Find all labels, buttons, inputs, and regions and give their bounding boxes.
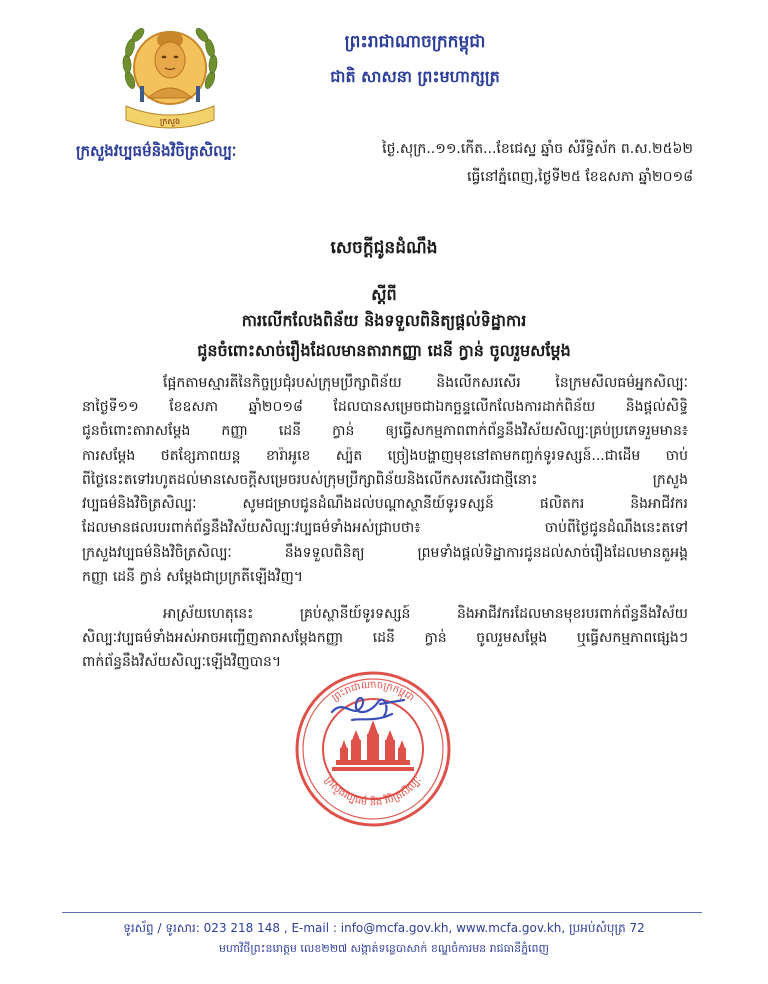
body-line: ជូនចំពោះតារាសម្តែង កញ្ញា ដេនី ក្វាន់ ឲ្យធ្វើសកម្មភាពពាក់ព័ន្ធនឹងវិស័យសិល្បៈគ្រប់ប្រភេទរួមមាន៖ <box>82 423 688 439</box>
seal-rim-top: ព្រះរាជាណាចក្រកម្ពុជា <box>330 679 417 704</box>
body-line: ពីថ្ងៃនេះតទៅរហូតដល់មានសេចក្តីសម្រេចរបស់ក្រុមប្រឹក្សាពិន័យនិងលើកសរសើរជាថ្មីនោះ ក្រសួង <box>82 472 688 488</box>
subject-line: ការលើកលែងពិន័យ និងទទួលពិនិត្យផ្តល់ទិដ្ឋាការ <box>241 311 527 330</box>
footer-address: មហាវិថីព្រះនរោត្តម លេខ២២៧ សង្កាត់ទន្លេបាសាក់ ខណ្ឌចំការមន រាជធានីភ្នំពេញ <box>218 942 550 955</box>
footer-divider <box>62 912 702 913</box>
body-line: ផ្អែកតាមស្មារតីនៃកិច្ចប្រជុំរបស់ក្រុមប្រឹក្សាពិន័យ និងលើកសរសើរ នៃក្រមសីលធម៌អ្នកសិល្បៈ <box>163 375 688 391</box>
body-line: សិល្បៈវប្បធម៌ទាំងអស់អាចអញ្ជើញតារាសម្តែងកញ្ញា ដេនី ក្វាន់ ចូលរួមសម្តែង ឬធ្វើសកម្មភាពផ្សេងៗ <box>82 630 688 646</box>
subject-line: ជូនចំពោះសាច់រឿងដែលមានតារាកញ្ញា ដេនី ក្វាន់ ចូលរួមសម្តែង <box>197 341 571 360</box>
body-line: ការសម្តែង ថតខ្សែភាពយន្ត ខារ៉ាអូខេ ស្ប៉ត ច្រៀងបង្ហាញមុខនៅតាមកញ្ចក់ទូរទស្សន៍...ជាដើម ចាប់ <box>82 448 688 464</box>
body-line: វប្បធម៌និងវិចិត្រសិល្បៈ សូមជម្រាបជូនដំណឹងដល់បណ្តាស្ថានីយ៍ទូរទស្សន៍ ផលិតករ និងអាជីវករ <box>82 496 688 512</box>
national-motto: ជាតិ សាសនា ព្រះមហាក្សត្រ <box>330 67 500 86</box>
footer-contact: ទូរស័ព្ទ / ទូរសារ: 023 218 148 , E-mail : info@mcfa.gov.kh, www.mcfa.gov.kh, ប្រអប់សំបុត្រ 72 <box>123 921 645 935</box>
body-line: ពាក់ព័ន្ធនឹងវិស័យសិល្បៈឡើងវិញបាន។ <box>82 654 282 670</box>
body-line: ក្រសួងវប្បធម៌និងវិចិត្រសិល្បៈ នឹងទទួលពិនិត្យ ព្រមទាំងផ្តល់ទិដ្ឋាការជូនដល់សាច់រឿងដែលមានតួអង្គ <box>82 545 688 561</box>
notice-about-label: ស្តីពី <box>371 285 397 304</box>
notice-title: សេចក្តីជូនដំណឹង <box>330 238 438 258</box>
emblem-ribbon-label: ក្រសួង <box>159 117 181 126</box>
kingdom-heading: ព្រះរាជាណាចក្រកម្ពុជា <box>344 32 486 52</box>
seal-rim-bottom: ក្រសួងវប្បធម៌ និង វិចិត្រសិល្បៈ <box>322 774 424 809</box>
angkor-temple-icon <box>332 720 414 771</box>
body-line: នាថ្ងៃទី១១ ខែឧសភា ឆ្នាំ២០១៨ ដែលបានសម្រេចជាឯកច្ឆន្ទលើកលែងការដាក់ពិន័យ និងផ្តល់សិទ្ធិ <box>82 399 688 415</box>
body-line: អាស្រ័យហេតុនេះ គ្រប់ស្ថានីយ៍ទូរទស្សន៍ និងអាជីវករដែលមានមុខរបរពាក់ព័ន្ធនឹងវិស័យ <box>163 606 688 622</box>
body-line: ដែលមានផលរបរពាក់ព័ន្ធនឹងវិស័យសិល្បៈវប្បធម៌ទាំងអស់ជ្រាបថា៖ ចាប់ពីថ្ងៃជូនដំណឹងនេះតទៅ <box>82 520 688 536</box>
official-seal <box>292 668 454 830</box>
solar-date: ធ្វើនៅភ្នំពេញ,ថ្ងៃទី២៥ ខែឧសភា ឆ្នាំ២០១៨ <box>467 169 693 185</box>
ministry-name: ក្រសួងវប្បធម៌និងវិចិត្រសិល្បៈ <box>76 142 237 160</box>
lunar-date: ថ្ងៃ.សុក្រ..១១.កើត...ខែជេស្ឋ ឆ្នាំច សំរឹទ្ធិស័ក ព.ស.២៥៦២ <box>382 141 693 157</box>
ministry-emblem-logo <box>118 20 222 132</box>
body-line: កញ្ញា ដេនី ក្វាន់ សម្តែងជាប្រក្រតីឡើងវិញ។ <box>82 569 304 585</box>
